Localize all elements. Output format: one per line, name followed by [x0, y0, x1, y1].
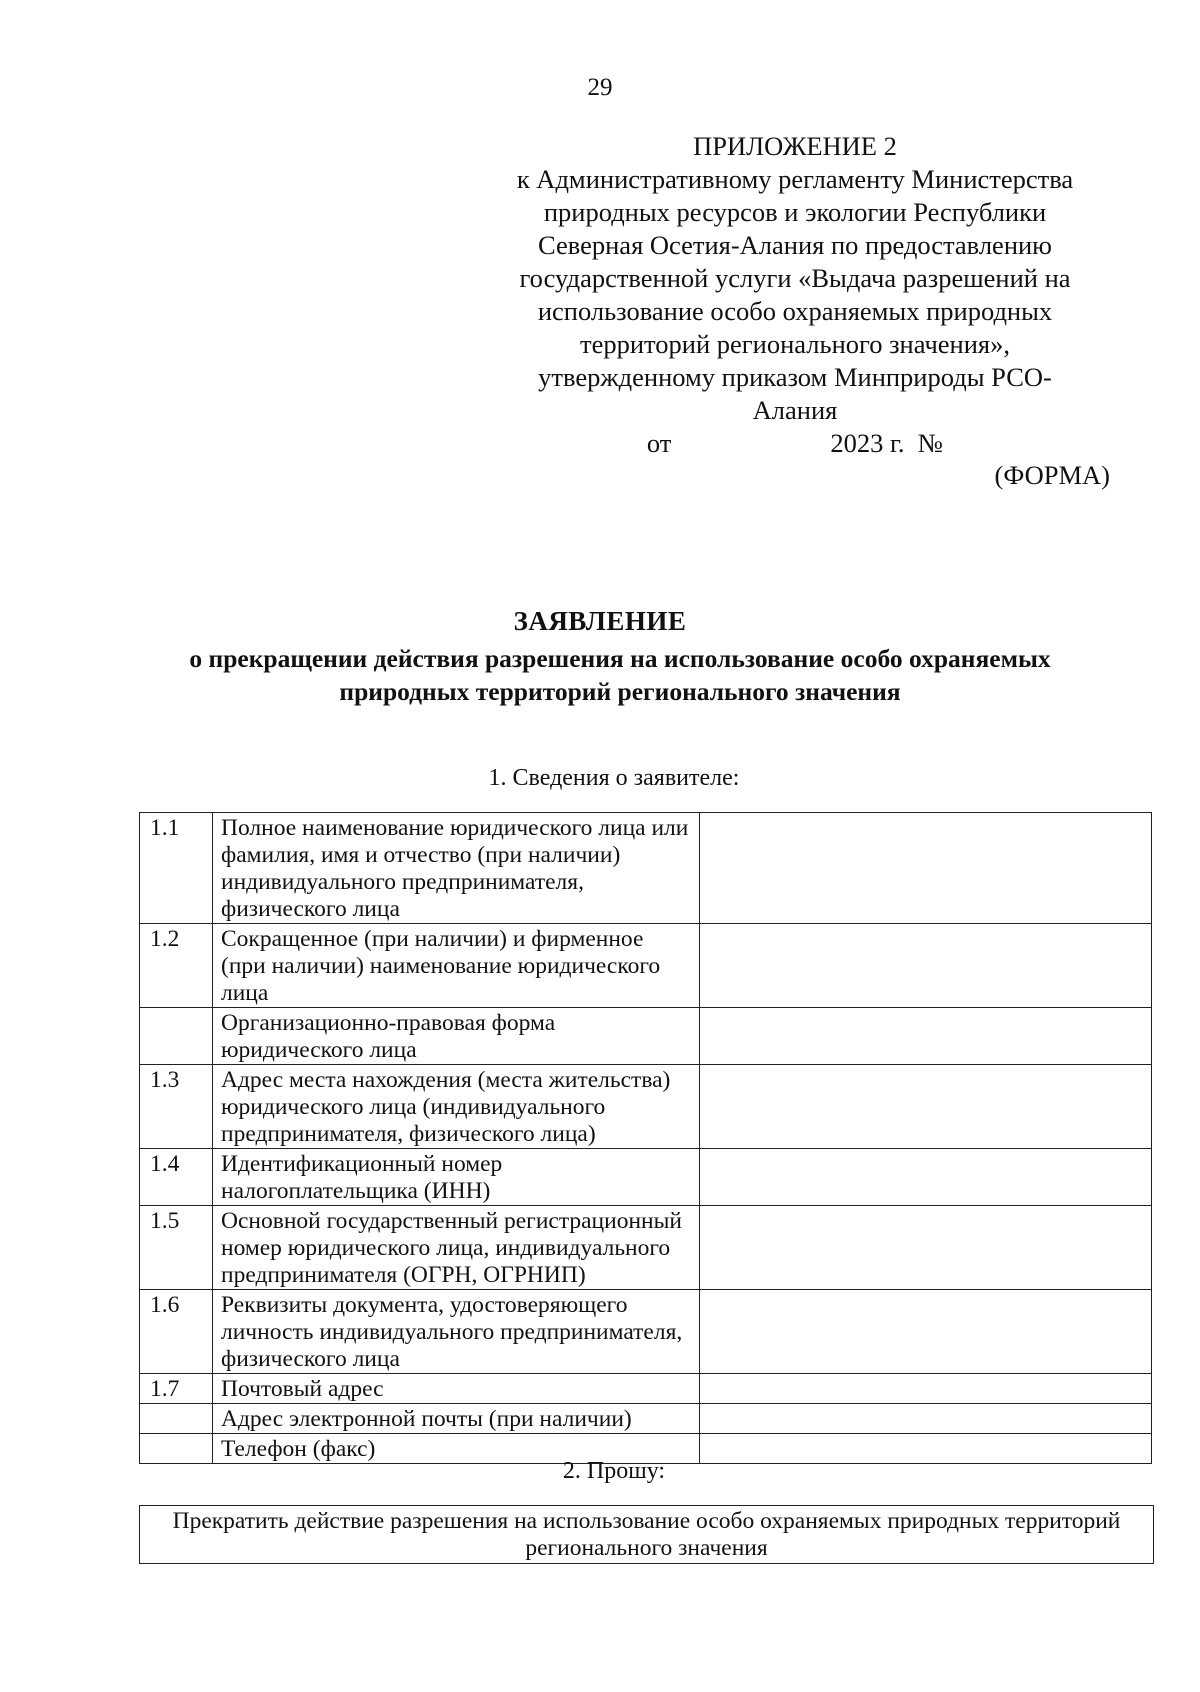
row-label: Адрес места нахождения (места жительства) юридического лица (индивидуального предпринимателя, физического лица)	[213, 1065, 700, 1149]
row-label: Реквизиты документа, удостоверяющего личность индивидуального предпринимателя, физического лица	[213, 1290, 700, 1374]
table-row	[140, 1206, 1152, 1290]
appendix-line: к Административному регламенту Министерства	[516, 164, 1074, 194]
section1-heading: 1. Сведения о заявителе:	[488, 765, 740, 791]
appendix-line: Алания	[752, 395, 838, 425]
row-number: 1.7	[140, 1374, 213, 1404]
table-row	[140, 1290, 1152, 1374]
table-row	[140, 924, 1152, 1008]
row-label: Основной государственный регистрационный номер юридического лица, индивидуального предпринимателя (ОГРН, ОГРНИП)	[213, 1206, 700, 1290]
document-subtitle	[130, 642, 1110, 708]
row-label: Организационно-правовая форма юридического лица	[213, 1008, 700, 1065]
appendix-line: использование особо охраняемых природных	[537, 296, 1053, 326]
table-row	[140, 1149, 1152, 1206]
appendix-line: природных ресурсов и экологии Республики	[543, 197, 1047, 227]
row-label: Сокращенное (при наличии) и фирменное (при наличии) наименование юридического лица	[213, 924, 700, 1008]
appendix-header	[505, 130, 1085, 460]
row-label: Идентификационный номер налогоплательщика (ИНН)	[213, 1149, 700, 1206]
table-row	[140, 813, 1152, 924]
subtitle-line: о прекращении действия разрешения на использование особо охраняемых	[189, 644, 1051, 673]
row-number: 1.2	[140, 924, 213, 1008]
row-number: 1.6	[140, 1290, 213, 1374]
row-value-field[interactable]	[700, 1374, 1152, 1404]
appendix-line: государственной услуги «Выдача разрешений на	[519, 263, 1071, 293]
approval-date-line	[505, 427, 1085, 460]
table-row	[140, 1008, 1152, 1065]
row-value-field[interactable]	[700, 924, 1152, 1008]
row-value-field[interactable]	[700, 1290, 1152, 1374]
table-row	[140, 1374, 1152, 1404]
row-number	[140, 1404, 213, 1434]
section2-heading: 2. Прошу:	[562, 1458, 666, 1484]
appendix-line: утвержденному приказом Минприроды РСО-	[538, 362, 1052, 392]
form-label: (ФОРМА)	[994, 460, 1110, 490]
row-value-field[interactable]	[700, 1065, 1152, 1149]
row-number	[140, 1008, 213, 1065]
row-number: 1.3	[140, 1065, 213, 1149]
row-number: 1.5	[140, 1206, 213, 1290]
appendix-line: Северная Осетия-Алания по предоставлению	[538, 230, 1052, 260]
row-number: 1.4	[140, 1149, 213, 1206]
row-value-field[interactable]	[700, 1008, 1152, 1065]
appendix-line: территорий регионального значения»,	[580, 329, 1010, 359]
request-box: Прекратить действие разрешения на использование особо охраняемых природных территорий регионального значения	[139, 1505, 1154, 1564]
row-number: 1.1	[140, 813, 213, 924]
order-number-label: №	[917, 428, 944, 458]
table-row	[140, 1065, 1152, 1149]
document-title: ЗАЯВЛЕНИЕ	[513, 606, 687, 636]
row-label: Адрес электронной почты (при наличии)	[213, 1404, 700, 1434]
row-value-field[interactable]	[700, 1149, 1152, 1206]
subtitle-line: природных территорий регионального значения	[339, 677, 901, 706]
row-value-field[interactable]	[700, 813, 1152, 924]
table-row	[140, 1404, 1152, 1434]
date-prefix: от	[646, 428, 672, 458]
row-label: Телефон (факс)	[213, 1434, 700, 1464]
applicant-info-table	[139, 812, 1152, 1464]
row-label: Полное наименование юридического лица или фамилия, имя и отчество (при наличии) индивидуального предпринимателя, физического лица	[213, 813, 700, 924]
row-value-field[interactable]	[700, 1206, 1152, 1290]
appendix-title: ПРИЛОЖЕНИЕ 2	[693, 131, 897, 161]
page-number: 29	[587, 74, 613, 101]
row-label: Почтовый адрес	[213, 1374, 700, 1404]
date-year: 2023 г.	[830, 428, 905, 458]
row-value-field[interactable]	[700, 1404, 1152, 1434]
